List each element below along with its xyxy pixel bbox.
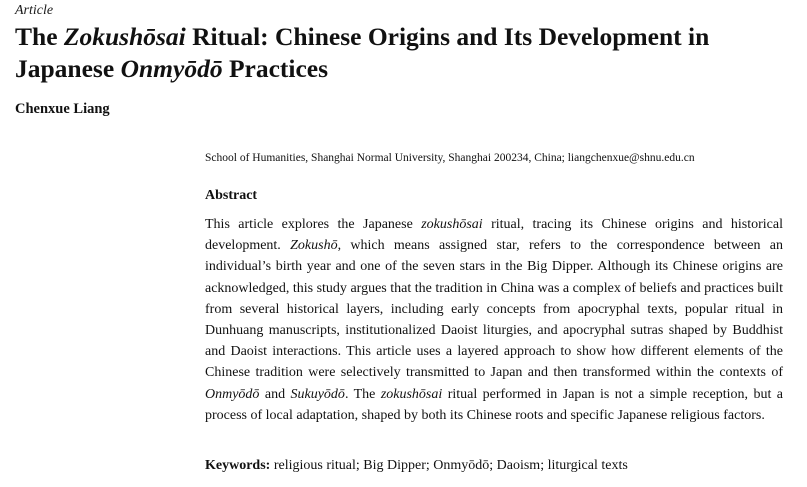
- abstract-italic-term: zokushōsai: [380, 386, 443, 402]
- abstract-body: [205, 214, 783, 426]
- keywords-label: Keywords:: [205, 458, 271, 473]
- title-italic-term: Zokushōsai: [63, 22, 186, 51]
- author-name: Chenxue Liang: [15, 101, 110, 117]
- abstract-text: , which means assigned star, refers to the correspondence between an individual’s birth year and one of the seven stars in the Big Dipper. Although its Chinese origins are acknowledged, this study argues that the tradition in China was a complex of beliefs and practices built from several historical layers, including early concepts from apocryphal texts, popular ritual in Dunhuang manuscripts, institutionalized Daoist liturgies, and apocryphal sutras shaped by Buddhist and Daoist interactions. This article uses a layered approach to show how different elements of the Chinese tradition were selectively transmitted to Japan and then transformed within the contexts of: [205, 238, 784, 381]
- abstract-text: and: [259, 386, 291, 402]
- abstract-text: This article explores the Japanese: [205, 217, 422, 232]
- keywords-text: religious ritual; Big Dipper; Onmyōdō; Daoism; liturgical texts: [270, 458, 628, 473]
- abstract-italic-term: Sukuyōdō: [290, 386, 345, 402]
- abstract-text: ritual performed in Japan is not a simple reception, but a process of local adaptation, shaped by both its Chinese roots and specific Japanese religious factors.: [205, 386, 784, 423]
- abstract-italic-term: Zokushō: [290, 238, 338, 254]
- abstract-italic-term: zokushōsai: [421, 217, 483, 232]
- title-text: Ritual: Chinese Origins and Its Development in Japanese: [15, 22, 710, 83]
- author-affiliation: School of Humanities, Shanghai Normal University, Shanghai 200234, China; liangchenxue@shnu.edu.cn: [205, 152, 695, 164]
- abstract-heading: Abstract: [205, 188, 258, 203]
- title-text: Practices: [222, 54, 329, 83]
- abstract-italic-term: Onmyōdō: [205, 386, 260, 402]
- title-italic-term: Onmyōdō: [120, 54, 223, 83]
- title-text: The: [15, 22, 64, 51]
- abstract-text: ritual, tracing its Chinese origins and historical development.: [205, 217, 783, 254]
- paper-title: [15, 21, 795, 85]
- abstract-text: . The: [344, 386, 381, 402]
- article-type-label: Article: [15, 3, 54, 18]
- keywords-line: [205, 458, 628, 474]
